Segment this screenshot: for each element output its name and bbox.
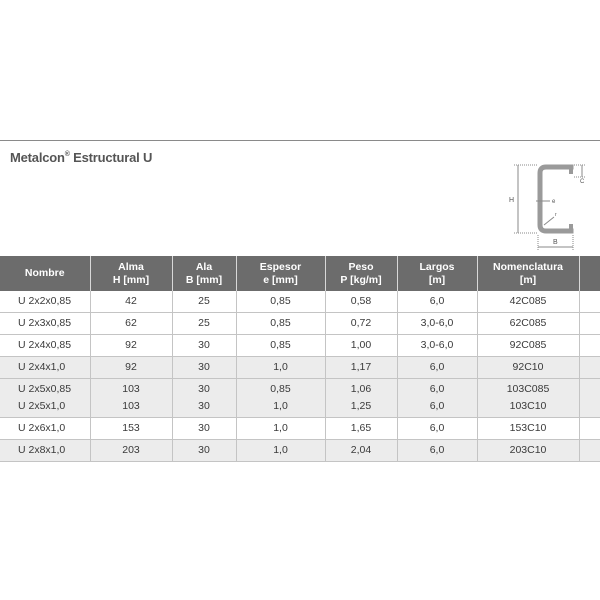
table-cell	[579, 335, 600, 357]
table-cell	[90, 291, 172, 313]
table-cell	[397, 335, 477, 357]
table-cell	[325, 440, 397, 462]
table-cell	[236, 335, 325, 357]
cell-value: U 2x2x0,85	[18, 295, 72, 307]
table-cell	[579, 440, 600, 462]
cell-value: 0,85	[270, 383, 291, 395]
column-header-line2: H [mm]	[112, 273, 150, 286]
cell-value: U 2x4x1,0	[18, 361, 66, 373]
cell-value: 153C10	[509, 422, 547, 434]
table-cell	[397, 379, 477, 418]
table-cell	[236, 379, 325, 418]
table-row	[0, 313, 600, 335]
table-cell	[477, 313, 579, 335]
column-header	[477, 256, 579, 291]
column-header	[397, 256, 477, 291]
table-cell	[325, 335, 397, 357]
column-header-line2: P [kg/m]	[340, 273, 382, 286]
cell-value: 30	[198, 383, 210, 395]
cell-value: 0,58	[350, 295, 372, 307]
table-cell	[236, 357, 325, 379]
table-cell	[579, 291, 600, 313]
table-row	[0, 440, 600, 462]
cell-value: 0,72	[350, 317, 372, 329]
table-cell	[325, 379, 397, 418]
column-header	[0, 256, 90, 291]
cell-value: 92C10	[512, 361, 544, 373]
table-cell	[236, 291, 325, 313]
cell-value: 1,25	[350, 400, 372, 412]
table-cell	[236, 313, 325, 335]
table-cell	[325, 418, 397, 440]
cell-value: 30	[198, 400, 210, 412]
cell-value: 6,0	[429, 383, 445, 395]
table-cell	[477, 291, 579, 313]
cell-value: 42C085	[509, 295, 547, 307]
cell-value: U 2x3x0,85	[18, 317, 72, 329]
column-header-line2: B [mm]	[185, 273, 223, 286]
column-header-line1: Largos	[419, 260, 455, 273]
table-cell	[477, 379, 579, 418]
cell-value: 6,0	[429, 422, 445, 434]
table-row	[0, 291, 600, 313]
column-header-line1: Nombre	[24, 267, 65, 279]
cell-value: 0,85	[270, 339, 291, 351]
column-header	[325, 256, 397, 291]
cell-value: 42	[125, 295, 137, 307]
column-header	[90, 256, 172, 291]
cell-value: 103C10	[509, 400, 547, 412]
cell-value: 92	[125, 339, 137, 351]
cell-value: 103	[122, 383, 140, 395]
table-cell	[325, 357, 397, 379]
table-cell	[579, 379, 600, 418]
table-cell	[0, 313, 90, 335]
cell-value: 1,0	[273, 361, 288, 373]
cell-value: 62C085	[509, 317, 547, 329]
table-cell	[0, 335, 90, 357]
cell-value: 203	[122, 444, 140, 456]
column-header-line1: Peso	[348, 260, 374, 273]
table-cell	[0, 291, 90, 313]
column-header-line1: Alma	[118, 260, 144, 273]
column-header	[236, 256, 325, 291]
column-header-line2: e [mm]	[263, 273, 298, 286]
table-cell	[172, 335, 236, 357]
cell-value: 3,0-6,0	[420, 339, 454, 351]
cell-value: 6,0	[429, 444, 445, 456]
table-cell	[172, 357, 236, 379]
table-cell	[172, 379, 236, 418]
table-row	[0, 357, 600, 379]
table-cell	[0, 440, 90, 462]
cell-value: 25	[198, 317, 210, 329]
table-cell	[397, 357, 477, 379]
table-cell	[0, 357, 90, 379]
title-rest: Estructural U	[73, 150, 153, 165]
cell-value: 6,0	[429, 361, 445, 373]
table-cell	[397, 418, 477, 440]
cell-value: 153	[122, 422, 140, 434]
label-r: r	[555, 212, 557, 218]
table-cell	[172, 313, 236, 335]
table-cell	[477, 418, 579, 440]
table-cell	[397, 291, 477, 313]
table-cell	[90, 335, 172, 357]
cell-value: 1,06	[350, 383, 372, 395]
table-cell	[172, 418, 236, 440]
cell-value: U 2x4x0,85	[18, 339, 72, 351]
table-cell	[397, 440, 477, 462]
table-cell	[236, 418, 325, 440]
cell-value: 92C085	[509, 339, 547, 351]
cell-value: 1,0	[273, 400, 288, 412]
cell-value: 3,0-6,0	[420, 317, 454, 329]
table-cell	[477, 335, 579, 357]
profiles-table	[0, 256, 600, 462]
column-header-line2: [m]	[428, 273, 446, 286]
page-title	[10, 150, 152, 165]
label-e: e	[552, 199, 556, 205]
table-cell	[0, 379, 90, 418]
table-row	[0, 335, 600, 357]
table-row	[0, 418, 600, 440]
column-header-line1: Ala	[195, 260, 213, 273]
column-header-line1: Nomenclatura	[492, 260, 564, 273]
table-cell	[90, 440, 172, 462]
table-cell	[172, 291, 236, 313]
table-cell	[477, 357, 579, 379]
table-body	[0, 291, 600, 462]
table-row	[0, 379, 600, 418]
column-header	[172, 256, 236, 291]
cell-value: 62	[125, 317, 137, 329]
cell-value: 6,0	[429, 295, 445, 307]
table-cell	[90, 313, 172, 335]
table-cell	[0, 418, 90, 440]
product-sheet	[0, 140, 600, 461]
u-profile-diagram	[496, 149, 588, 253]
table-cell	[397, 313, 477, 335]
cell-value: 0,85	[270, 317, 291, 329]
cell-value: 6,0	[429, 400, 445, 412]
table-cell	[90, 418, 172, 440]
table-cell	[236, 440, 325, 462]
table-cell	[90, 357, 172, 379]
cell-value: 103C085	[506, 383, 550, 395]
cell-value: 1,17	[350, 361, 372, 373]
table-cell	[579, 313, 600, 335]
cell-value: 30	[198, 422, 210, 434]
cell-value: 2,04	[350, 444, 372, 456]
cell-value: 0,85	[270, 295, 291, 307]
cell-value: 30	[198, 444, 210, 456]
registered-mark: ®	[64, 151, 70, 158]
cell-value: U 2x5x0,85	[18, 383, 72, 395]
column-header-line2: [m]	[519, 273, 537, 286]
cell-value: 1,65	[350, 422, 372, 434]
cell-value: 1,0	[273, 444, 288, 456]
cell-value: 103	[122, 400, 140, 412]
table-cell	[325, 291, 397, 313]
cell-value: 25	[198, 295, 210, 307]
cell-value: 1,0	[273, 422, 288, 434]
table-cell	[90, 379, 172, 418]
cell-value: 30	[198, 339, 210, 351]
cell-value: 203C10	[509, 444, 547, 456]
cell-value: 1,00	[350, 339, 372, 351]
cell-value: U 2x6x1,0	[18, 422, 66, 434]
label-h: H	[509, 197, 515, 204]
table-header-row	[0, 256, 600, 291]
table-cell	[579, 357, 600, 379]
cell-value: 92	[125, 361, 137, 373]
table-cell	[477, 440, 579, 462]
table-cell	[579, 418, 600, 440]
cell-value: U 2x8x1,0	[18, 444, 66, 456]
column-header-line1: Espesor	[259, 260, 302, 273]
cell-value: U 2x5x1,0	[18, 400, 66, 412]
table-cell	[172, 440, 236, 462]
label-c: C	[580, 179, 585, 185]
title-brand: Metalcon	[10, 150, 65, 165]
column-header	[579, 256, 600, 291]
table-cell	[325, 313, 397, 335]
cell-value: 30	[198, 361, 210, 373]
label-b: B	[553, 239, 558, 246]
